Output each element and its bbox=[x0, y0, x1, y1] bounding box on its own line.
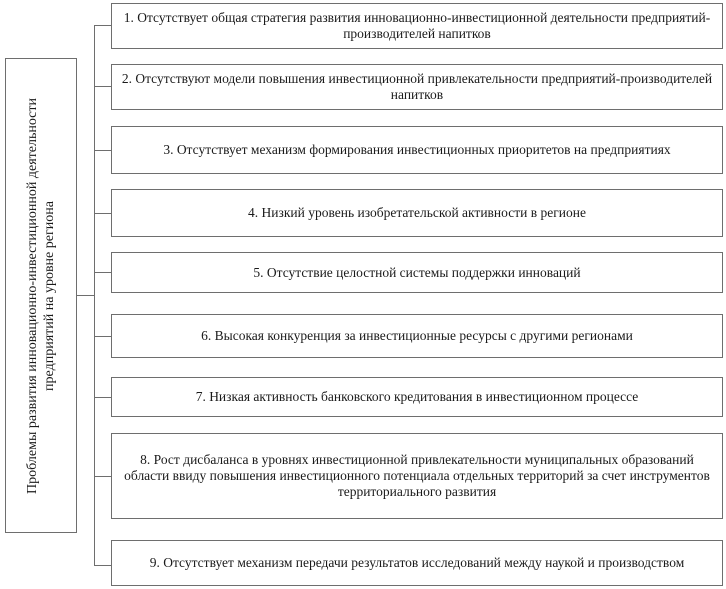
problem-box-1: 1. Отсутствует общая стратегия развития инновационно-инвестиционной деятельности предприятий-производителей напитков bbox=[111, 3, 723, 49]
branch-line bbox=[94, 25, 111, 26]
branch-line bbox=[94, 476, 111, 477]
problem-box-3: 3. Отсутствует механизм формирования инвестиционных приоритетов на предприятиях bbox=[111, 126, 723, 174]
root-connector bbox=[77, 295, 94, 296]
problem-box-5: 5. Отсутствие целостной системы поддержки инноваций bbox=[111, 252, 723, 293]
branch-line bbox=[94, 336, 111, 337]
problem-box-9: 9. Отсутствует механизм передачи результатов исследований между наукой и производством bbox=[111, 540, 723, 586]
branch-line bbox=[94, 213, 111, 214]
problem-box-4: 4. Низкий уровень изобретательской активности в регионе bbox=[111, 189, 723, 237]
branch-line bbox=[94, 397, 111, 398]
problem-box-8: 8. Рост дисбаланса в уровнях инвестиционной привлекательности муниципальных образований области ввиду повышения инвестиционного потенциала отдельных территорий за счет инструментов территориального развития bbox=[111, 433, 723, 519]
branch-line bbox=[94, 565, 111, 566]
problem-box-2: 2. Отсутствуют модели повышения инвестиционной привлекательности предприятий-производителей напитков bbox=[111, 64, 723, 110]
problem-box-7: 7. Низкая активность банковского кредитования в инвестиционном процессе bbox=[111, 377, 723, 417]
branch-line bbox=[94, 86, 111, 87]
problem-box-6: 6. Высокая конкуренция за инвестиционные ресурсы с другими регионами bbox=[111, 314, 723, 358]
spine-line bbox=[94, 25, 95, 566]
root-label: Проблемы развития инновационно-инвестиционной деятельности предприятий на уровне региона bbox=[25, 97, 57, 494]
root-box bbox=[5, 58, 77, 533]
branch-line bbox=[94, 272, 111, 273]
branch-line bbox=[94, 150, 111, 151]
